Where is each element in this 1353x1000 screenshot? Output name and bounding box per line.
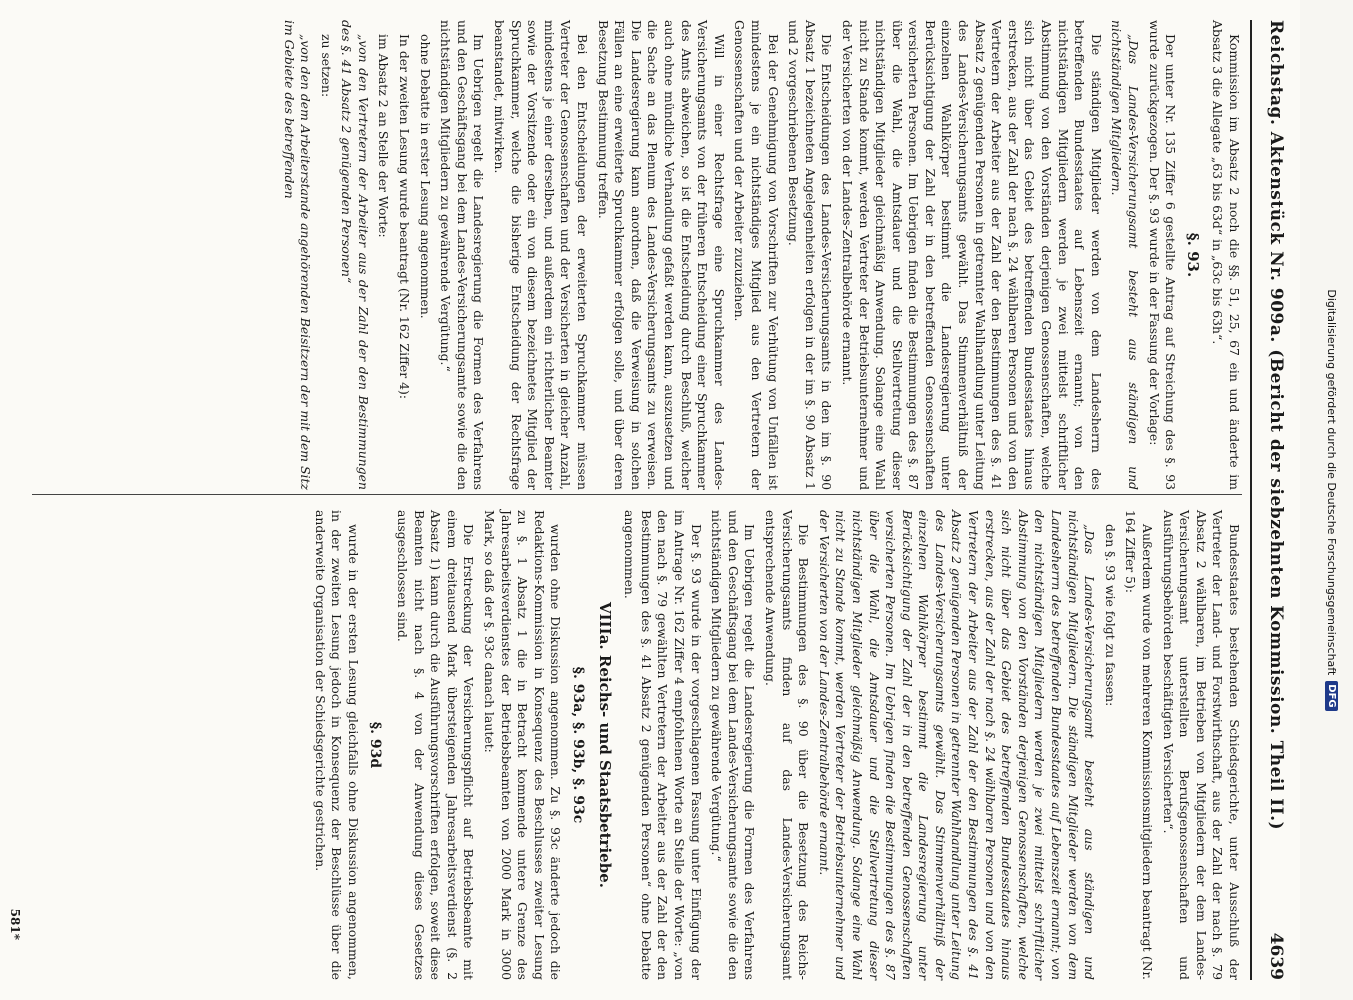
paragraph: Im Uebrigen regelt die Landesregierung die Formen des Verfahrens und den Geschäftsgang bei dem Landes-Versicherungsamte sowie die den nichtständigen Mitgliedern zu gewährende Vergütung.“	[709, 510, 758, 980]
column-divider	[32, 494, 1242, 495]
paragraph: Bei den Entscheidungen der erweiterten Spruchkammer müssen Vertreter der Genossenschaften und der Versicherten in gleicher Anzahl, mindestens je einer derselben, und außerdem ein richterlicher Beamter sowie der Vorsitzende oder ein von diesem bezeichnetes Mitglied der Spruchkammer, welche die bisherige Entscheidung der Rechtsfrage beanstandet, mitwirken.	[492, 20, 591, 490]
paragraph: Der unter Nr. 135 Ziffer 6 gestellte Antrag auf Streichung des §. 93 wurde zurückgezogen. Der §. 93 wurde in der Fassung der Vorlage:	[1146, 20, 1179, 490]
paragraph: „von den dem Arbeiterstande angehörenden Beisitzern der mit dem Sitz im Gebiete des betreffenden	[281, 20, 314, 490]
page-number: 4639	[1266, 932, 1286, 980]
page-mark: 581*	[8, 908, 22, 940]
paragraph: Im Uebrigen regelt die Landesregierung die Formen des Verfahrens und den Geschäftsgang bei dem Landes-Versicherungsamte sowie die den nichtständigen Mitgliedern zu gewährende Vergütung.“	[438, 20, 487, 490]
paragraph: Außerdem wurde von mehreren Kommissionsmitgliedern beantragt (Nr. 164 Ziffer 5):	[1123, 510, 1156, 980]
digitization-credit	[1320, 0, 1344, 1000]
page-header	[1250, 20, 1286, 980]
paragraph: den §. 93 wie folgt zu fassen:	[1102, 524, 1118, 707]
paragraph: Die ständigen Mitglieder werden von dem Landesherrn des betreffenden Bundesstaates auf Lebenszeit ernannt; von den nichtständigen Mitgliedern werden je zwei mittelst schriftlicher Abstimmung von den Vorständen derjenigen Genossenschaften, welche sich nicht über das Gebiet des betreffenden Bundesstaates hinaus erstrecken, aus der Zahl der nach §. 24 wählbaren Personen und von den Vertretern der Arbeiter aus der Zahl der den Bestimmungen des §. 41 Absatz 2 genügenden Personen in getrennter Wahlhandlung unter Leitung des Landes-Versicherungsamts gewählt. Das Stimmenverhältniß der einzelnen Wahlkörper bestimmt die Landesregierung unter Berücksichtigung der Zahl der in den betreffenden Genossenschaften versicherten Personen. Im Uebrigen finden die Bestimmungen des §. 87 über die Wahl, die Amtsdauer und die Stellvertretung dieser nichtständigen Mitglieder gleichmäßig Anwendung. Solange eine Wahl nicht zu Stande kommt, werden Vertreter der Betriebsunternehmer und der Versicherten von der Landes-Zentralbehörde ernannt.	[839, 20, 1104, 490]
paragraph: In der zweiten Lesung wurde beantragt (Nr. 162 Ziffer 4):	[397, 34, 413, 399]
paragraph: ohne Debatte in erster Lesung angenommen.	[417, 34, 433, 319]
paragraph: zu setzen:	[318, 34, 334, 98]
paragraph: Die Erstreckung der Versicherungspflicht auf Betriebsbeamte mit einem dreitausend Mark übersteigenden Jahresarbeitsverdienst (§. 2 Absatz 1) kann durch die Ausführungsvorschriften erfolgen, soweit diese Beamten nicht nach §. 4 von der Anwendung dieses Gesetzes ausgeschlossen sind.	[395, 510, 477, 980]
paragraph: Bei der Genehmigung von Vorschriften zur Verhütung von Unfällen ist mindestens je ein nichtständiges Mitglied aus den Vertretern der Genossenschaften und der Arbeiter zuzuziehen.	[732, 20, 781, 490]
header-title: Reichstag. Aktenstück Nr. 909a. (Bericht der siebzehnten Kommission. Theil II.)	[1266, 20, 1286, 831]
section-heading: VIIIa. Reichs- und Staatsbetriebe.	[595, 602, 614, 888]
paragraph: im Absatz 2 an Stelle der Worte:	[376, 34, 392, 238]
paragraph: „Das Landes-Versicherungsamt besteht aus ständigen und nichtständigen Mitgliedern. Die ständigen Mitglieder werden von dem Landesherrn des betreffenden Bundesstaates auf Lebenszeit ernannt; von den nichtständigen Mitgliedern werden je zwei mittelst schriftlicher Abstimmung von den Vorständen derjenigen Genossenschaften, welche sich nicht über das Gebiet des betreffenden Bundesstaates hinaus erstrecken, aus der Zahl der nach §. 24 wählbaren Personen und von den Vertretern der Arbeiter aus der Zahl der den Bestimmungen des §. 41 Absatz 2 genügenden Personen in getrennter Wahlhandlung unter Leitung des Landes-Versicherungsamts gewählt. Das Stimmenverhältniß der einzelnen Wahlkörper bestimmt die Landesregierung unter Berücksichtigung der Zahl der in den betreffenden Genossenschaften versicherten Personen. Im Uebrigen finden die Bestimmungen des §. 87 über die Wahl, die Amtsdauer und die Stellvertretung dieser nichtständigen Mitglieder gleichmäßig Anwendung. Solange eine Wahl nicht zu Stande kommt, werden Vertreter der Betriebsunternehmer und der Versicherten von der Landes-Zentralbehörde ernannt.	[816, 510, 1098, 980]
paragraph: „Das Landes-Versicherungsamt besteht aus ständigen und nichtständigen Mitgliedern.	[1109, 20, 1142, 490]
paragraph: Kommission im Absatz 2 noch die §§. 51, 25, 67 ein und änderte im Absatz 3 die Allegate „63 bis 63d“ in „63c bis 63h“.	[1210, 20, 1242, 490]
paragraph: Die Entscheidungen des Landes-Versicherungsamts in den im §. 90 Absatz 1 bezeichneten Angelegenheiten erfolgen in der im §. 90 Absatz 1 und 2 vorgeschriebenen Besetzung.	[786, 20, 835, 490]
paragraph: Will in einer Rechtsfrage eine Spruchkammer des Landes-Versicherungsamts von der früheren Entscheidung einer Spruchkammer des Amts abweichen, so ist die Entscheidung durch Beschluß, welcher auch ohne mündliche Verhandlung gefaßt werden kann, auszusetzen und die Sache an das Plenum des Landes-Versicherungsamts zu verweisen. Die Landesregierung kann anordnen, daß die Verweisung in solchen Fällen an eine erweiterte Spruchkammer erfolgen solle, und über deren Besetzung Bestimmung treffen.	[595, 20, 727, 490]
paragraph: Die Bestimmungen des §. 90 über die Besetzung des Reichs-Versicherungsamts finden auf das Landes-Versicherungsamt entsprechende Anwendung.	[762, 510, 812, 980]
paragraph: wurden ohne Diskussion angenommen. Zu §. 93c änderte jedoch die Redaktions-Kommission in Konsequenz des Beschlusses zweiter Lesung zu §. 1 Absatz 1 die in Betracht kommende untere Grenze des Jahresarbeitsverdienstes der Betriebsbeamten von 2000 Mark in 3000 Mark, so daß der §. 93c danach lautet:	[482, 510, 564, 980]
dfg-logo: DFG	[1326, 681, 1339, 710]
credit-text: Digitalisierung gefördert durch die Deutsche Forschungsgemeinschaft	[1325, 289, 1339, 676]
subsection-heading: §. 93a, §. 93b, §. 93c	[570, 666, 587, 824]
paragraph: wurde in der ersten Lesung gleichfalls ohne Diskussion angenommen, in der zweiten Lesung jedoch in Konsequenz der Beschlüsse über die anderweite Organisation der Schiedsgerichte gestrichen.	[312, 510, 361, 980]
subsection-heading: §. 93d	[367, 721, 384, 769]
paragraph: Bundesstaates bestehenden Schiedsgerichte, unter Ausschluß der Vertreter der Land- und Forstwirthschaft, aus der Zahl der nach §. 79 Absatz 2 wählbaren, im Betrieben von Mitgliedern der dem Landes-Versicherungsamt unterstellten Berufsgenossenschaften und Ausführungsbehörden beschäftigten Versicherten“.	[1160, 510, 1242, 980]
section-heading: §. 93.	[1183, 232, 1202, 278]
text-column-left	[32, 20, 1242, 490]
text-column-right	[32, 510, 1242, 980]
paragraph: „von den Vertretern der Arbeiter aus der Zahl der den Bestimmungen des §. 41 Absatz 2 genügenden Personen“	[339, 20, 371, 490]
paragraph: Der §. 93 wurde in der vorgeschlagenen Fassung unter Einfügung der im Antrage Nr. 162 Ziffer 4 empfohlenen Worte an Stelle der Worte: „von den nach §. 79 gewählten Vertretern der Arbeiter aus der Zahl der den Bestimmungen des §. 41 Absatz 2 genügenden Personen“ ohne Debatte angenommen.	[622, 510, 704, 980]
